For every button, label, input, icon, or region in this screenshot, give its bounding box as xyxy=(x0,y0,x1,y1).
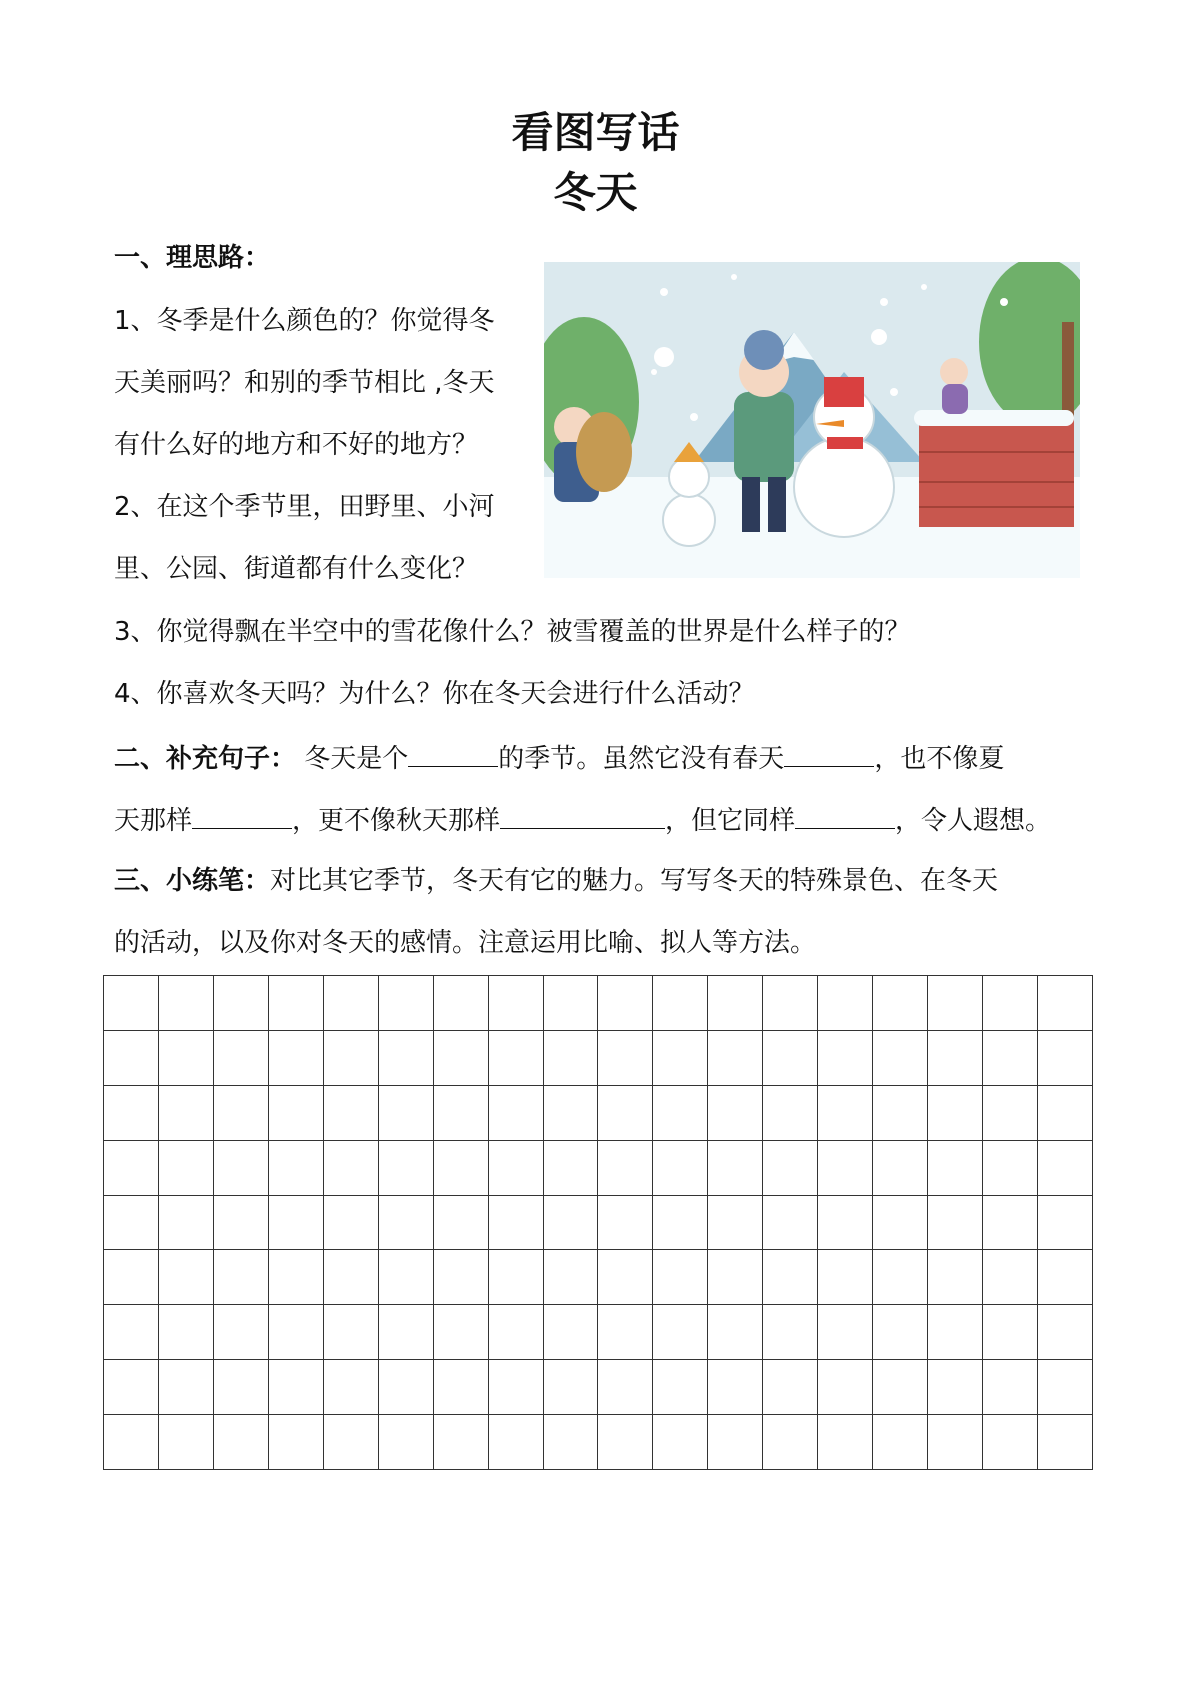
sentence-part: ，也不像夏 xyxy=(874,744,1005,774)
grid-cell[interactable] xyxy=(653,1031,708,1086)
section3-line2: 的活动，以及你对冬天的感情。注意运用比喻、拟人等方法。 xyxy=(114,928,817,958)
grid-cell[interactable] xyxy=(104,976,159,1031)
grid-cell[interactable] xyxy=(214,1031,269,1086)
grid-cell[interactable] xyxy=(928,976,983,1031)
grid-cell[interactable] xyxy=(1038,1141,1093,1196)
section3-line1 xyxy=(114,864,998,898)
grid-cell[interactable] xyxy=(214,1360,269,1415)
section3-text: 对比其它季节，冬天有它的魅力。写写冬天的特殊景色、在冬天 xyxy=(270,866,999,896)
section3-heading: 三、小练笔： xyxy=(114,866,271,896)
grid-cell[interactable] xyxy=(379,1141,434,1196)
grid-cell[interactable] xyxy=(269,1415,324,1470)
grid-cell[interactable] xyxy=(708,1196,763,1251)
grid-cell[interactable] xyxy=(379,1305,434,1360)
grid-cell[interactable] xyxy=(928,1086,983,1141)
grid-cell[interactable] xyxy=(983,1250,1038,1305)
writing-grid[interactable] xyxy=(103,975,1093,1470)
grid-cell[interactable] xyxy=(873,1250,928,1305)
grid-cell[interactable] xyxy=(379,1250,434,1305)
grid-cell[interactable] xyxy=(598,1250,653,1305)
fill-blank[interactable] xyxy=(408,740,498,767)
grid-cell[interactable] xyxy=(104,1031,159,1086)
grid-cell[interactable] xyxy=(818,1415,873,1470)
grid-cell[interactable] xyxy=(544,1250,599,1305)
grid-cell[interactable] xyxy=(818,1305,873,1360)
grid-cell[interactable] xyxy=(708,976,763,1031)
grid-cell[interactable] xyxy=(873,1305,928,1360)
grid-cell[interactable] xyxy=(489,1305,544,1360)
grid-cell[interactable] xyxy=(708,1086,763,1141)
grid-cell[interactable] xyxy=(544,1196,599,1251)
grid-cell[interactable] xyxy=(983,1360,1038,1415)
grid-cell[interactable] xyxy=(983,1086,1038,1141)
grid-cell[interactable] xyxy=(544,1415,599,1470)
grid-cell[interactable] xyxy=(214,976,269,1031)
grid-cell[interactable] xyxy=(434,1360,489,1415)
grid-cell[interactable] xyxy=(598,1196,653,1251)
grid-cell[interactable] xyxy=(434,1305,489,1360)
grid-cell[interactable] xyxy=(214,1196,269,1251)
grid-cell[interactable] xyxy=(708,1415,763,1470)
grid-cell[interactable] xyxy=(214,1305,269,1360)
sentence-part: ，但它同样 xyxy=(665,806,796,836)
grid-cell[interactable] xyxy=(269,1031,324,1086)
grid-cell[interactable] xyxy=(653,1141,708,1196)
grid-cell[interactable] xyxy=(159,1360,214,1415)
grid-cell[interactable] xyxy=(763,1086,818,1141)
grid-cell[interactable] xyxy=(1038,1031,1093,1086)
grid-cell[interactable] xyxy=(324,1305,379,1360)
grid-cell[interactable] xyxy=(544,1141,599,1196)
grid-cell[interactable] xyxy=(489,1031,544,1086)
grid-cell[interactable] xyxy=(379,1031,434,1086)
grid-cell[interactable] xyxy=(1038,1360,1093,1415)
grid-cell[interactable] xyxy=(269,1086,324,1141)
question-line: 里、公园、街道都有什么变化？ xyxy=(114,554,479,584)
grid-cell[interactable] xyxy=(379,976,434,1031)
grid-cell[interactable] xyxy=(818,1086,873,1141)
grid-cell[interactable] xyxy=(983,1415,1038,1470)
grid-cell[interactable] xyxy=(379,1360,434,1415)
fill-blank[interactable] xyxy=(500,802,665,829)
grid-cell[interactable] xyxy=(818,1250,873,1305)
grid-cell[interactable] xyxy=(269,1141,324,1196)
grid-cell[interactable] xyxy=(544,1086,599,1141)
grid-cell[interactable] xyxy=(324,1196,379,1251)
sentence-part: 冬天是个 xyxy=(304,744,409,774)
grid-cell[interactable] xyxy=(489,1360,544,1415)
grid-cell[interactable] xyxy=(763,976,818,1031)
fill-blank[interactable] xyxy=(795,802,895,829)
grid-cell[interactable] xyxy=(1038,1086,1093,1141)
grid-cell[interactable] xyxy=(598,1305,653,1360)
grid-cell[interactable] xyxy=(324,1031,379,1086)
grid-cell[interactable] xyxy=(1038,1196,1093,1251)
grid-cell[interactable] xyxy=(324,1141,379,1196)
grid-cell[interactable] xyxy=(434,1141,489,1196)
grid-cell[interactable] xyxy=(104,1250,159,1305)
grid-cell[interactable] xyxy=(653,976,708,1031)
grid-cell[interactable] xyxy=(324,1086,379,1141)
question-line: 1、冬季是什么颜色的？你觉得冬 xyxy=(114,306,495,336)
grid-cell[interactable] xyxy=(489,1415,544,1470)
grid-cell[interactable] xyxy=(104,1141,159,1196)
grid-cell[interactable] xyxy=(159,1031,214,1086)
grid-cell[interactable] xyxy=(434,1086,489,1141)
grid-cell[interactable] xyxy=(379,1086,434,1141)
grid-cell[interactable] xyxy=(598,1031,653,1086)
grid-cell[interactable] xyxy=(159,1415,214,1470)
grid-cell[interactable] xyxy=(104,1305,159,1360)
grid-cell[interactable] xyxy=(708,1250,763,1305)
grid-cell[interactable] xyxy=(763,1031,818,1086)
winter-illustration xyxy=(544,262,1080,578)
grid-cell[interactable] xyxy=(489,1086,544,1141)
grid-cell[interactable] xyxy=(873,1360,928,1415)
grid-cell[interactable] xyxy=(1038,1415,1093,1470)
grid-cell[interactable] xyxy=(379,1415,434,1470)
fill-blank[interactable] xyxy=(784,740,874,767)
question-line: 有什么好的地方和不好的地方？ xyxy=(114,430,479,460)
grid-cell[interactable] xyxy=(1038,1250,1093,1305)
grid-cell[interactable] xyxy=(489,1141,544,1196)
grid-cell[interactable] xyxy=(598,1086,653,1141)
grid-cell[interactable] xyxy=(653,1086,708,1141)
grid-cell[interactable] xyxy=(269,1360,324,1415)
grid-cell[interactable] xyxy=(983,1305,1038,1360)
grid-cell[interactable] xyxy=(598,976,653,1031)
question-line: 3、你觉得飘在半空中的雪花像什么？被雪覆盖的世界是什么样子的？ xyxy=(114,617,911,647)
grid-cell[interactable] xyxy=(763,1305,818,1360)
grid-cell[interactable] xyxy=(928,1031,983,1086)
grid-cell[interactable] xyxy=(763,1415,818,1470)
grid-cell[interactable] xyxy=(1038,976,1093,1031)
grid-cell[interactable] xyxy=(489,976,544,1031)
grid-cell[interactable] xyxy=(598,1415,653,1470)
grid-cell[interactable] xyxy=(434,1415,489,1470)
grid-cell[interactable] xyxy=(653,1415,708,1470)
grid-cell[interactable] xyxy=(708,1360,763,1415)
grid-cell[interactable] xyxy=(818,1196,873,1251)
grid-cell[interactable] xyxy=(1038,1305,1093,1360)
grid-cell[interactable] xyxy=(818,1360,873,1415)
grid-cell[interactable] xyxy=(873,1031,928,1086)
grid-cell[interactable] xyxy=(269,1196,324,1251)
grid-cell[interactable] xyxy=(928,1141,983,1196)
question-line: 4、你喜欢冬天吗？为什么？你在冬天会进行什么活动？ xyxy=(114,679,755,709)
section2-line1 xyxy=(114,740,1004,776)
grid-cell[interactable] xyxy=(708,1031,763,1086)
grid-cell[interactable] xyxy=(818,1141,873,1196)
grid-cell[interactable] xyxy=(379,1196,434,1251)
page-subtitle: 冬天 xyxy=(553,168,638,217)
grid-cell[interactable] xyxy=(983,1141,1038,1196)
grid-cell[interactable] xyxy=(653,1196,708,1251)
grid-cell[interactable] xyxy=(214,1415,269,1470)
grid-cell[interactable] xyxy=(928,1415,983,1470)
grid-cell[interactable] xyxy=(104,1196,159,1251)
grid-cell[interactable] xyxy=(489,1196,544,1251)
grid-cell[interactable] xyxy=(653,1305,708,1360)
grid-cell[interactable] xyxy=(818,1031,873,1086)
grid-cell[interactable] xyxy=(269,1305,324,1360)
grid-cell[interactable] xyxy=(544,1360,599,1415)
grid-cell[interactable] xyxy=(873,1141,928,1196)
grid-cell[interactable] xyxy=(104,1360,159,1415)
grid-cell[interactable] xyxy=(928,1250,983,1305)
question-line: 天美丽吗？和别的季节相比 ,冬天 xyxy=(114,368,495,398)
grid-cell[interactable] xyxy=(763,1250,818,1305)
grid-cell[interactable] xyxy=(324,1360,379,1415)
grid-cell[interactable] xyxy=(544,1305,599,1360)
grid-cell[interactable] xyxy=(653,1250,708,1305)
grid-cell[interactable] xyxy=(434,976,489,1031)
grid-cell[interactable] xyxy=(104,1086,159,1141)
grid-cell[interactable] xyxy=(214,1141,269,1196)
grid-cell[interactable] xyxy=(269,1250,324,1305)
question-line: 2、在这个季节里，田野里、小河 xyxy=(114,492,495,522)
grid-cell[interactable] xyxy=(159,1305,214,1360)
grid-cell[interactable] xyxy=(763,1196,818,1251)
grid-cell[interactable] xyxy=(873,976,928,1031)
grid-cell[interactable] xyxy=(763,1360,818,1415)
grid-cell[interactable] xyxy=(269,976,324,1031)
grid-cell[interactable] xyxy=(983,1196,1038,1251)
section2-line2 xyxy=(114,802,1051,838)
grid-cell[interactable] xyxy=(434,1196,489,1251)
grid-cell[interactable] xyxy=(763,1141,818,1196)
grid-cell[interactable] xyxy=(324,976,379,1031)
grid-cell[interactable] xyxy=(214,1086,269,1141)
grid-cell[interactable] xyxy=(928,1196,983,1251)
grid-cell[interactable] xyxy=(873,1196,928,1251)
grid-cell[interactable] xyxy=(159,1086,214,1141)
grid-cell[interactable] xyxy=(928,1360,983,1415)
grid-cell[interactable] xyxy=(708,1141,763,1196)
grid-cell[interactable] xyxy=(598,1141,653,1196)
grid-cell[interactable] xyxy=(708,1305,763,1360)
grid-cell[interactable] xyxy=(434,1250,489,1305)
grid-cell[interactable] xyxy=(653,1360,708,1415)
sentence-part: 的季节。虽然它没有春天 xyxy=(498,744,785,774)
section2-heading: 二、补充句子： xyxy=(114,744,297,774)
grid-cell[interactable] xyxy=(818,976,873,1031)
grid-cell[interactable] xyxy=(159,1196,214,1251)
page-title: 看图写话 xyxy=(511,108,680,157)
sentence-part: 天那样 xyxy=(114,806,193,836)
grid-cell[interactable] xyxy=(159,976,214,1031)
grid-cell[interactable] xyxy=(104,1415,159,1470)
sentence-part: ，更不像秋天那样 xyxy=(292,806,501,836)
section1-heading: 一、理思路： xyxy=(114,243,271,273)
sentence-part: ，令人遐想。 xyxy=(895,806,1052,836)
grid-cell[interactable] xyxy=(598,1360,653,1415)
grid-cell[interactable] xyxy=(544,976,599,1031)
grid-cell[interactable] xyxy=(434,1031,489,1086)
grid-cell[interactable] xyxy=(873,1086,928,1141)
grid-cell[interactable] xyxy=(983,1031,1038,1086)
grid-cell[interactable] xyxy=(324,1415,379,1470)
grid-cell[interactable] xyxy=(324,1250,379,1305)
grid-cell[interactable] xyxy=(214,1250,269,1305)
grid-cell[interactable] xyxy=(928,1305,983,1360)
grid-cell[interactable] xyxy=(489,1250,544,1305)
grid-cell[interactable] xyxy=(159,1250,214,1305)
fill-blank[interactable] xyxy=(192,802,292,829)
grid-cell[interactable] xyxy=(873,1415,928,1470)
grid-cell[interactable] xyxy=(544,1031,599,1086)
grid-cell[interactable] xyxy=(159,1141,214,1196)
grid-cell[interactable] xyxy=(983,976,1038,1031)
